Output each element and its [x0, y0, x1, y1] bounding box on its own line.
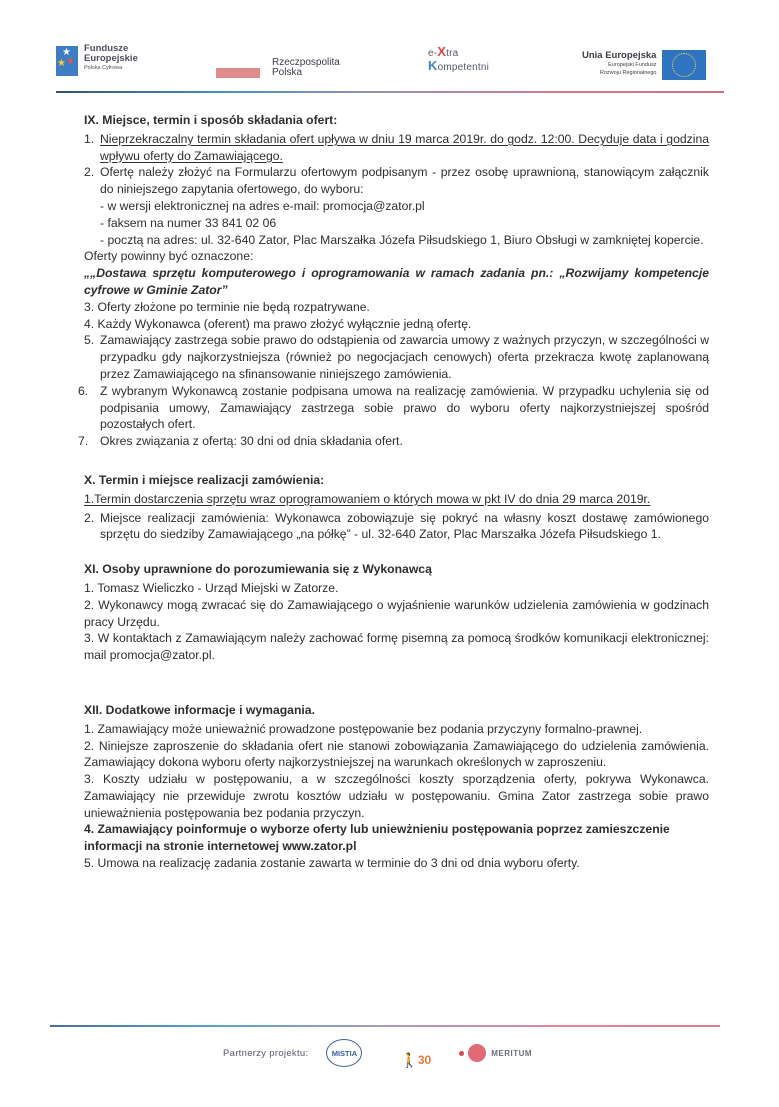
- option-email: - w wersji elektronicznej na adres e-mail: promocja@zator.pl: [100, 198, 425, 213]
- walking-figure-icon: 🚶: [400, 1052, 418, 1068]
- s12-item-5: 5. Umowa na realizację zadania zostanie zawarta w terminie do 3 dni od dnia wyboru oferty.: [84, 856, 580, 871]
- rp-line2: Polska: [272, 67, 303, 78]
- fe-star-icon: ★ ★ ★: [56, 46, 78, 76]
- item-number: 2.: [84, 165, 95, 180]
- s9-item-3: 3. Oferty złożone po terminie nie będą rozpatrywane.: [84, 299, 370, 314]
- ek-rest: ompetentni: [437, 62, 490, 73]
- section-ix-title: IX. Miejsce, termin i sposób składania ofert:: [84, 113, 338, 127]
- fundusze-europejskie-logo: [56, 44, 138, 76]
- s12-item-4: 4. Zamawiający poinformuje o wyborze oferty lub uniewżnieniu postępowania poprzez zamieszczenie informacji na stronie internetowej www.zator.pl: [84, 822, 670, 854]
- item-number: 5.: [84, 333, 95, 348]
- extra-kompetentni-logo: [428, 46, 489, 74]
- circle-icon: [468, 1044, 486, 1062]
- ue-line2: Europejski Fundusz: [608, 62, 657, 68]
- s9-item-7: [78, 433, 709, 450]
- anniversary-number: 30: [417, 1053, 432, 1067]
- section-xi: [84, 561, 709, 664]
- dot-icon: [459, 1051, 464, 1056]
- mistia-logo: [326, 1039, 362, 1067]
- ek-k-letter: K: [428, 58, 438, 73]
- section-x-title: X. Termin i miejsce realizacji zamówienia:: [84, 472, 325, 487]
- partners-bar: [223, 1036, 532, 1070]
- ek-tra: tra: [446, 48, 459, 59]
- header-divider: [56, 91, 724, 93]
- rzeczpospolita-polska-logo: [216, 52, 340, 78]
- document-header: [0, 0, 779, 100]
- marking-label: Oferty powinny być oznaczone:: [84, 249, 254, 264]
- s11-item-2: 2. Wykonawcy mogą zwracać się do Zamawiającego o wyjaśnienie warunków udzielenia zamówienia w godzinach pracy Urzędu.: [84, 597, 709, 629]
- s9-item-4: 4. Każdy Wykonawca (oferent) ma prawo złożyć wyłącznie jedną ofertę.: [84, 316, 472, 331]
- mistia-text: MISTIA: [331, 1048, 358, 1058]
- s9-item-5: [84, 332, 709, 382]
- item-text: Okres związania z ofertą: 30 dni od dnia składania ofert.: [100, 434, 403, 449]
- option-post: - pocztą na adres: ul. 32-640 Zator, Plac Marszałka Józefa Piłsudskiego 1, Biuro Obsługi w zamkniętej kopercie.: [100, 232, 704, 247]
- s12-item-3: 3. Koszty udziału w postępowaniu, a w szczególności koszty sporządzenia oferty, pokrywa Wykonawca. Zamawiający nie przewiduje zwrotu kosztów udziału w postępowaniu. Gmina Zator zastrzega sobie prawo unieważnienia postępowania bez podania przyczyn.: [84, 772, 709, 820]
- fe-line3: Polska Cyfrowa: [84, 65, 123, 71]
- partners-label: Partnerzy projektu:: [223, 1047, 309, 1059]
- ek-prefix: e-: [428, 48, 438, 59]
- deadline-text: Nieprzekraczalny termin składania ofert upływa w dniu 19 marca 2019r. do godz. 12:00. Decyduje data i godzina wpływu oferty do Zamawiającego.: [100, 131, 709, 163]
- s11-item-3: 3. W kontaktach z Zamawiającym należy zachować formę pisemną za pomocą środków komunikacji elektronicznej: mail promocja@zator.pl.: [84, 631, 709, 663]
- item-number: 1.: [84, 131, 95, 146]
- s12-item-1: 1. Zamawiający może unieważnić prowadzone postępowanie bez podania przyczyny formalno-prawnej.: [84, 721, 643, 736]
- item-text: Zamawiający zastrzega sobie prawo do odstąpienia od zawarcia umowy z ważnych przyczyn, w szczególności w przypadku gdy najkorzystniejsza (również po negocjacjach cenowych) oferta przekracza kwotę zaplanowaną przez Zamawiającego na sfinansowanie niniejszego zamówienia.: [100, 333, 709, 381]
- option-fax: - faksem na numer 33 841 02 06: [100, 215, 277, 230]
- marking-text: „„Dostawa sprzętu komputerowego i oprogramowania w ramach zadania pn.: „Rozwijamy kompetencje cyfrowe w Gminie Zator”: [84, 266, 709, 297]
- section-ix: [78, 112, 709, 450]
- section-xii: [84, 702, 709, 872]
- ek-x-letter: X: [437, 44, 447, 59]
- s11-item-1: 1. Tomasz Wieliczko - Urząd Miejski w Zatorze.: [84, 580, 339, 595]
- item-number: 6.: [78, 383, 89, 398]
- document-body: [78, 112, 709, 872]
- meritum-logo: [459, 1044, 532, 1062]
- s9-item-1: [84, 131, 709, 165]
- section-xii-title: XII. Dodatkowe informacje i wymagania.: [84, 702, 315, 717]
- s9-item-2: [84, 164, 709, 248]
- item-number: 2.: [84, 510, 95, 525]
- footer-divider: [50, 1025, 720, 1027]
- section-x: [84, 472, 709, 543]
- s9-item-6: [78, 383, 709, 433]
- fe-line2: Europejskie: [84, 53, 138, 64]
- s10-item-2: [84, 510, 709, 544]
- fe-line1: Fundusze: [84, 43, 129, 54]
- item-text: Miejsce realizacji zamówienia: Wykonawca zobowiązuje się pokryć na własny koszt dostawę zamówionego sprzętu do siedziby Zamawiającego „na półkę” - ul. 32-640 Zator, Plac Marszałka Józefa Piłsudskiego 1.: [100, 510, 709, 542]
- s12-item-2: 2. Niniejsze zaproszenie do składania ofert nie stanowi zobowiązania Zamawiającego do udzielenia zamówienia. Zamawiający dokona wyboru oferty najkorzystniejszej na warunkach określonych w zaproszeniu.: [84, 738, 709, 770]
- section-xi-title: XI. Osoby uprawnione do porozumiewania się z Wykonawcą: [84, 562, 432, 577]
- eu-flag-icon: [662, 50, 706, 80]
- ue-line1: Unia Europejska: [582, 50, 657, 61]
- unia-europejska-logo: [582, 50, 706, 80]
- s10-item-1: 1.Termin dostarczenia sprzętu wraz oprogramowaniem o których mowa w pkt IV do dnia 29 marca 2019r.: [84, 491, 651, 506]
- ue-line3: Rozwoju Regionalnego: [599, 70, 657, 76]
- anniversary-30-logo: [400, 1039, 431, 1067]
- rp-line1: Rzeczpospolita: [272, 57, 340, 68]
- meritum-text: MERITUM: [491, 1048, 533, 1058]
- item-text: Z wybranym Wykonawcą zostanie podpisana umowa na realizację zamówienia. W przypadku uchylenia się od podpisania umowy, Zamawiający zastrzega sobie prawo do wyboru oferty najkorzystniejszej spośród pozostałych ofert.: [100, 383, 709, 432]
- item-number: 7.: [78, 434, 89, 449]
- polish-flag-icon: [216, 62, 260, 78]
- item-text: Ofertę należy złożyć na Formularzu ofertowym podpisanym - przez osobę uprawnioną, stanowiącym załącznik do niniejszego zapytania ofertowego, do wyboru:: [100, 165, 709, 197]
